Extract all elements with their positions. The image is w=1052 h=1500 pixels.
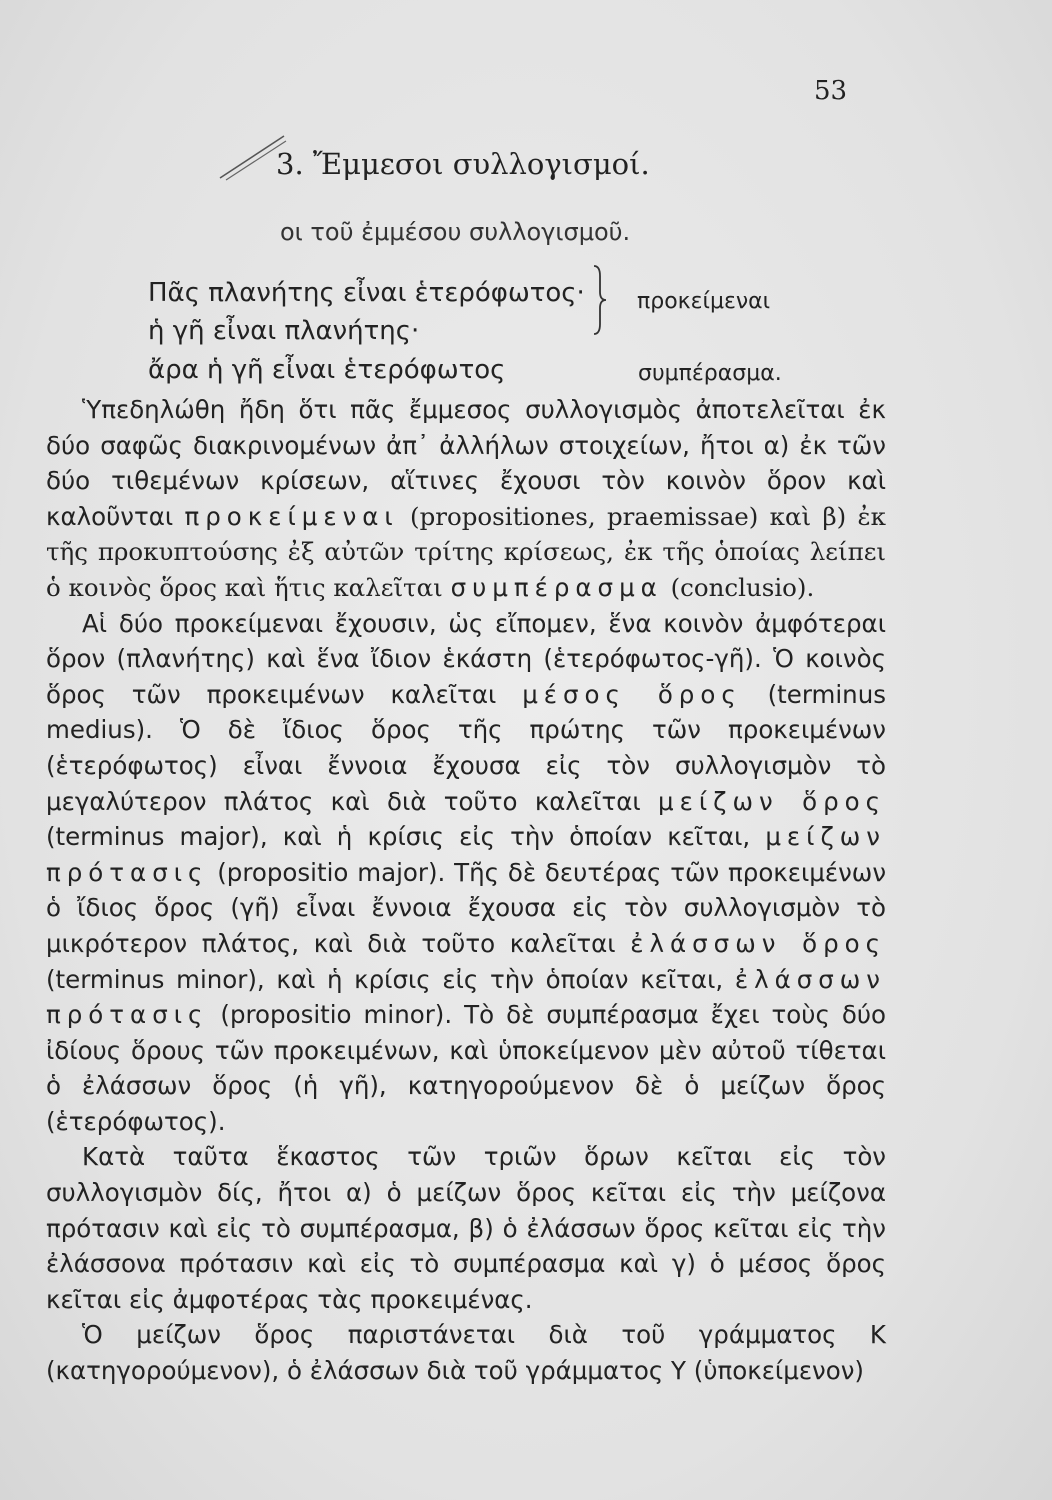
term-minor-premise: ἐλάσσων πρότασις xyxy=(46,964,886,1030)
conclusion-label: συμπέρασμα. xyxy=(638,361,782,386)
term-conclusion: συμπέρασμα xyxy=(450,572,663,602)
page-number: 53 xyxy=(814,76,848,106)
term-middle: μέσος ὅρος xyxy=(522,679,742,709)
paragraph-2: Αἱ δύο προκείμεναι ἔχουσιν, ὡς εἴπομεν, ἕνα κοινὸν ἀμφότεραι ὅρον (πλανήτης) καὶ ἕνα ἴδιον ἑκάστη (ἑτερόφωτος-γῆ). Ὁ κοινὸς ὅρος τῶν προκειμένων καλεῖται μέσος ὅρος (terminus medius). Ὁ δὲ ἴδιος ὅρος τῆς πρώτης τῶν προκειμένων (ἑτερόφωτος) εἶναι ἔννοια ἔχουσα εἰς τὸν συλλογισμὸν τὸ μεγαλύτερον πλάτος καὶ διὰ τοῦτο καλεῖται μείζων ὅρος (terminus major), καὶ ἡ κρίσις εἰς τὴν ὁποίαν κεῖται, μείζων πρότασις (propositio major). Τῆς δὲ δευτέρας τῶν προκειμένων ὁ ἴδιος ὅρος (γῆ) εἶναι ἔννοια ἔχουσα εἰς τὸν συλλογισμὸν τὸ μικρότερον πλάτος, καὶ διὰ τοῦτο καλεῖται ἐλάσσων ὅρος (terminus minor), καὶ ἡ κρίσις εἰς τὴν ὁποίαν κεῖται, ἐλάσσων πρότασις (propositio minor). Τὸ δὲ συμπέρασμα ἔχει τοὺς δύο ἰδίους ὅρους τῶν προκειμένων, καὶ ὑποκείμενον μὲν αὐτοῦ τίθεται ὁ ἐλάσσων ὅρος (ἡ γῆ), κατηγορούμενον δὲ ὁ μείζων ὅρος (ἑτερόφωτος). xyxy=(46,608,886,1136)
section-subheading: οι τοῦ ἐμμέσου συλλογισμοῦ. xyxy=(280,218,631,246)
term-major: μείζων ὅρος xyxy=(658,786,886,816)
term-minor: ἐλάσσων ὅρος xyxy=(630,928,886,958)
section-heading: 3. Ἔμμεσοι συλλογισμοί. xyxy=(276,147,650,181)
paragraph-3: Κατὰ ταῦτα ἕκαστος τῶν τριῶν ὅρων κεῖται εἰς τὸν συλλογισμὸν δίς, ἤτοι α) ὁ μείζων ὅρος κεῖται εἰς τὴν μείζονα πρότασιν καὶ εἰς τὸ συμπέρασμα, β) ὁ ἐλάσσων ὅρος κεῖται εἰς τὴν ἐλάσσονα πρότασιν καὶ εἰς τὸ συμπέρασμα καὶ γ) ὁ μέσος ὅρος κεῖται εἰς ἀμφοτέρας τὰς προκειμένας. xyxy=(46,1142,886,1314)
syllogism-major-premise: Πᾶς πλανήτης εἶναι ἑτερόφωτος· xyxy=(148,278,585,308)
premises-label: προκείμεναι xyxy=(637,289,771,314)
premises-brace xyxy=(590,262,610,338)
syllogism-minor-premise: ἡ γῆ εἶναι πλανήτης· xyxy=(148,316,420,346)
term-propositions: προκείμεναι xyxy=(184,501,399,531)
paragraph-1: Ὑπεδηλώθη ἤδη ὅτι πᾶς ἔμμεσος συλλογισμὸς ἀποτελεῖται ἐκ δύο σαφῶς διακρινομένων ἀπ᾽ ἀλλήλων στοιχείων, ἤτοι α) ἐκ τῶν δύο τιθεμένων κρίσεων, αἵτινες ἔχουσι τὸν κοινὸν ὅρον καὶ καλοῦνται προκείμεναι (propositiones, praemissae) καὶ β) ἐκ τῆς προκυπτούσης ἐξ αὐτῶν τρίτης κρίσεως, ἐκ τῆς ὁποίας λείπει ὁ κοινὸς ὅρος καὶ ἥτις καλεῖται συμπέρασμα (conclusio). xyxy=(46,395,886,602)
body-text xyxy=(46,392,886,1389)
paragraph-4: Ὁ μείζων ὅρος παριστάνεται διὰ τοῦ γράμματος Κ (κατηγορούμενον), ὁ ἐλάσσων διὰ τοῦ γράμματος Υ (ὑποκείμενον) xyxy=(46,1320,886,1386)
term-major-premise: μείζων πρότασις xyxy=(46,822,886,887)
syllogism-conclusion: ἄρα ἡ γῆ εἶναι ἑτερόφωτος xyxy=(148,355,506,385)
